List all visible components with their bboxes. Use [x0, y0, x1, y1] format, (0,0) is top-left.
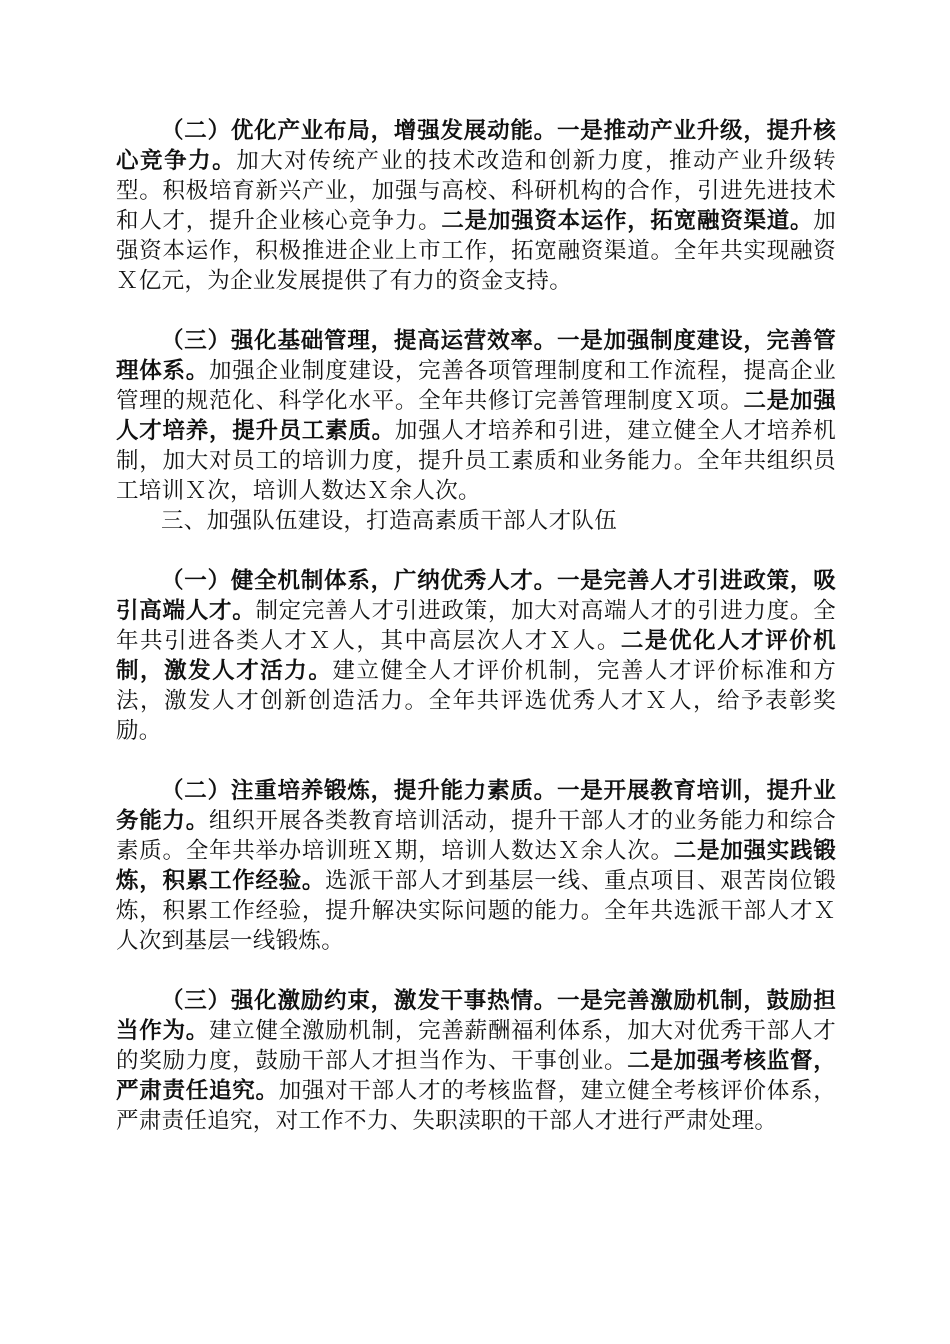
- section-heading: 三、加强队伍建设，打造高素质干部人才队伍: [161, 508, 618, 534]
- body-text: 加强企业制度建设，完善各项管理制度和工作流程，提高企业管理的规范化、科学化水平。全年共修订完善管理制度Ｘ项。: [116, 358, 836, 414]
- body-text: 组织开展各类教育培训活动，提升干部人才的业务能力和综合素质。全年共举办培训班Ｘ期，培训人数达Ｘ余人次。: [116, 808, 836, 864]
- bold-lead: （二）优化产业布局，增强发展动能。一是推动产业升级，提升核心竞争力。: [116, 118, 836, 174]
- document-page: [116, 116, 836, 1136]
- body-text: 建立健全激励机制，完善薪酬福利体系，加大对优秀干部人才的奖励力度，鼓励干部人才担当作为、干事创业。: [116, 1018, 836, 1074]
- body-text: 选派干部人才到基层一线、重点项目、艰苦岗位锻炼，积累工作经验，提升解决实际问题的能力。全年共选派干部人才Ｘ人次到基层一线锻炼。: [116, 868, 837, 954]
- body-text: 加大对传统产业的技术改造和创新力度，推动产业升级转型。积极培育新兴产业，加强与高校、科研机构的合作，引进先进技术和人才，提升企业核心竞争力。: [116, 148, 836, 234]
- bold-lead: （一）健全机制体系，广纳优秀人才。一是完善人才引进政策，吸引高端人才。: [116, 568, 836, 624]
- paragraph-training: [116, 776, 836, 956]
- bold-lead: 二是优化人才评价机制，激发人才活力。: [116, 628, 836, 684]
- bold-lead: 二是加强考核监督，严肃责任追究。: [116, 1048, 836, 1104]
- bold-lead: （三）强化激励约束，激发干事热情。一是完善激励机制，鼓励担当作为。: [116, 988, 836, 1044]
- bold-lead: （二）注重培养锻炼，提升能力素质。一是开展教育培训，提升业务能力。: [116, 778, 836, 834]
- bold-lead: （三）强化基础管理，提高运营效率。一是加强制度建设，完善管理体系。: [116, 328, 836, 384]
- body-text: 制定完善人才引进政策，加大对高端人才的引进力度。全年共引进各类人才Ｘ人，其中高层次人才Ｘ人。: [116, 598, 836, 654]
- body-text: 加强人才培养和引进，建立健全人才培养机制，加大对员工的培训力度，提升员工素质和业务能力。全年共组织员工培训Ｘ次，培训人数达Ｘ余人次。: [116, 418, 837, 504]
- paragraph-incentives: [116, 986, 836, 1136]
- body-text: 加强对干部人才的考核监督，建立健全考核评价体系，严肃责任追究，对工作不力、失职渎职的干部人才进行严肃处理。: [116, 1078, 836, 1134]
- body-text: 建立健全人才评价机制，完善人才评价标准和方法，激发人才创新创造活力。全年共评选优秀人才Ｘ人，给予表彰奖励。: [116, 658, 836, 744]
- bold-lead: 二是加强人才培养，提升员工素质。: [116, 388, 837, 444]
- body-text: 加强资本运作，积极推进企业上市工作，拓宽融资渠道。全年共实现融资Ｘ亿元，为企业发展提供了有力的资金支持。: [116, 208, 836, 294]
- paragraph-mechanism-system: [116, 566, 836, 746]
- bold-lead: 二是加强资本运作，拓宽融资渠道。: [441, 208, 814, 234]
- paragraph-basic-management: [116, 326, 836, 506]
- bold-lead: 二是加强实践锻炼，积累工作经验。: [116, 838, 837, 894]
- paragraph-optimize-industry: [116, 116, 836, 296]
